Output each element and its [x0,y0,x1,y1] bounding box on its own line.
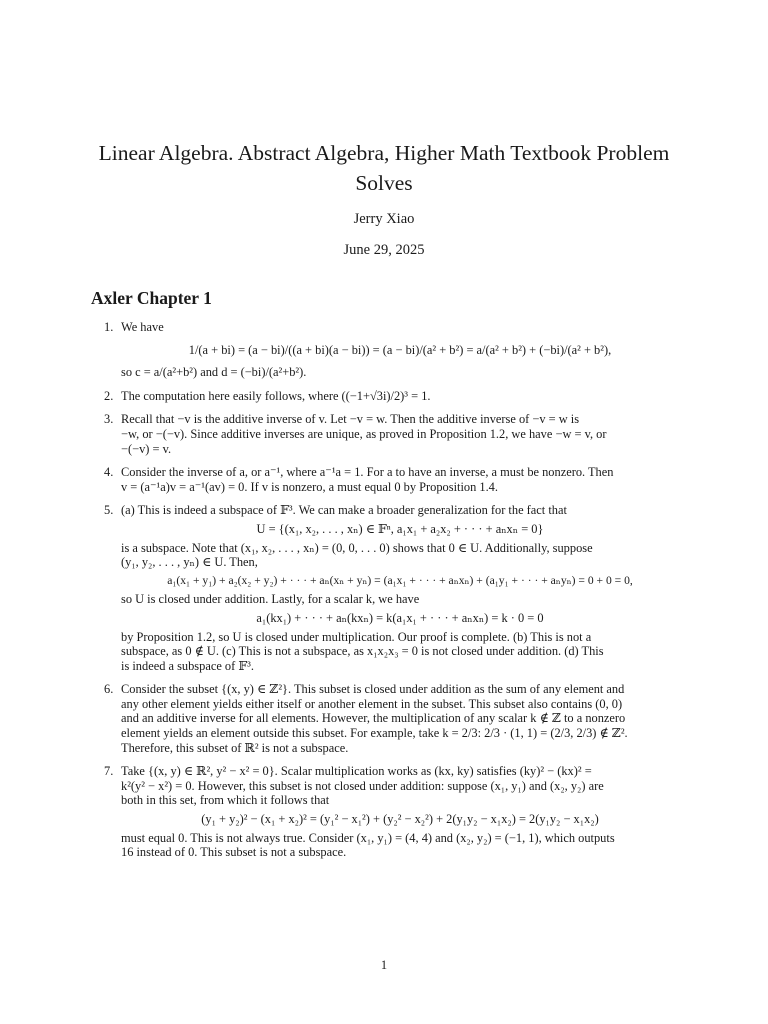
problem-text: so U is closed under addition. Lastly, for a scalar k, we have [121,592,420,607]
display-equation: U = {(x₁, x₂, . . . , xₙ) ∈ 𝔽ⁿ, a₁x₁ + a₂x₂ + · · · + aₙxₙ = 0} [256,521,544,536]
problem-number: 5. [104,503,114,518]
problem-item-2 [91,389,679,404]
problem-item-7 [91,764,679,860]
problem-number: 7. [104,764,114,779]
problem-text: is indeed a subspace of 𝔽³. [121,658,254,673]
problem-text: Consider the subset {(x, y) ∈ ℤ²}. This subset is closed under addition as the sum of any element and [121,682,625,697]
problem-text: Take {(x, y) ∈ ℝ², y² − x² = 0}. Scalar multiplication works as (kx, ky) satisfies (ky)² − (kx)² = [121,764,592,779]
problem-text: We have [121,320,164,334]
page-number: 1 [380,958,388,972]
problem-text: The computation here easily follows, where ((−1+√3i)/2)³ = 1. [121,388,431,403]
problem-number: 6. [104,682,114,697]
problem-item-3 [91,412,679,456]
problem-text: so c = a/(a²+b²) and d = (−bi)/(a²+b²). [121,365,307,380]
problem-text: (y₁, y₂, . . . , yₙ) ∈ U. Then, [121,555,258,570]
problem-number: 3. [104,412,114,427]
problem-text: both in this set, from which it follows that [121,793,330,808]
problem-list [91,320,679,869]
problem-text: Therefore, this subset of ℝ² is not a subspace. [121,740,349,755]
problem-item-1 [91,320,679,380]
section-heading: Axler Chapter 1 [91,288,212,308]
problem-text: subspace, as 0 ∉ U. (c) This is not a subspace, as x₁x₂x₃ = 0 is not closed under addition. (d) This [121,644,604,659]
problem-text: must equal 0. This is not always true. Consider (x₁, y₁) = (4, 4) and (x₂, y₂) = (−1, 1), which outputs [121,830,615,845]
problem-text: v = (a⁻¹a)v = a⁻¹(av) = 0. If v is nonzero, a must equal 0 by Proposition 1.4. [121,479,498,494]
problem-number: 4. [104,465,114,480]
problem-text: −(−v) = v. [121,441,172,456]
display-equation: a₁(x₁ + y₁) + a₂(x₂ + y₂) + · · · + aₙ(xₙ + yₙ) = (a₁x₁ + · · · + aₙxₙ) + (a₁y₁ + · · · + aₙyₙ) = 0 + 0 = 0, [167,573,633,587]
document-title: Linear Algebra. Abstract Algebra, Higher Math Textbook Problem Solves [98,141,670,195]
display-equation: a₁(kx₁) + · · · + aₙ(kxₙ) = k(a₁x₁ + · · · + aₙxₙ) = k · 0 = 0 [256,610,544,625]
problem-text: is a subspace. Note that (x₁, x₂, . . . , xₙ) = (0, 0, . . . 0) shows that 0 ∈ U. Additionally, suppose [121,540,593,555]
problem-number: 1. [104,320,114,334]
problem-text: (a) This is indeed a subspace of 𝔽³. We can make a broader generalization for the fact that [121,503,567,518]
problem-text: Consider the inverse of a, or a⁻¹, where a⁻¹a = 1. For a to have an inverse, a must be nonzero. Then [121,465,614,480]
problem-text: k²(y² − x²) = 0. However, this subset is not closed under addition: suppose (x₁, y₁) and (x₂, y₂) are [121,778,604,793]
problem-item-5 [91,503,679,673]
document-date: June 29, 2025 [343,242,425,258]
problem-text: by Proposition 1.2, so U is closed under multiplication. Our proof is complete. (b) This is not a [121,629,592,644]
problem-item-4 [91,465,679,494]
author-name: Jerry Xiao [353,211,415,227]
problem-text: any other element yields either itself or another element in the subset. This subset also contains (0, 0) [121,696,623,711]
problem-item-6 [91,682,679,755]
display-equation: (y₁ + y₂)² − (x₁ + x₂)² = (y₁² − x₁²) + (y₂² − x₂²) + 2(y₁y₂ − x₁x₂) = 2(y₁y₂ − x₁x₂) [201,812,599,827]
display-equation: 1/(a + bi) = (a − bi)/((a + bi)(a − bi)) = (a − bi)/(a² + b²) = a/(a² + b²) + (−bi)/(a² + b²), [188,342,612,357]
problem-text: Recall that −v is the additive inverse of v. Let −v = w. Then the additive inverse of −v = w is [121,412,580,427]
problem-text: 16 instead of 0. This subset is not a subspace. [121,845,347,860]
problem-number: 2. [104,388,114,403]
problem-text: element yields an element outside this subset. For example, take k = 2/3: 2/3 · (1, 1) = (2/3, 2/3) ∉ ℤ². [121,726,628,741]
problem-text: and an additive inverse for all elements. However, the multiplication of any scalar k ∉ ℤ to a nonzero [121,711,626,726]
problem-text: −w, or −(−v). Since additive inverses are unique, as proved in Proposition 1.2, we have −w = v, or [121,426,607,441]
